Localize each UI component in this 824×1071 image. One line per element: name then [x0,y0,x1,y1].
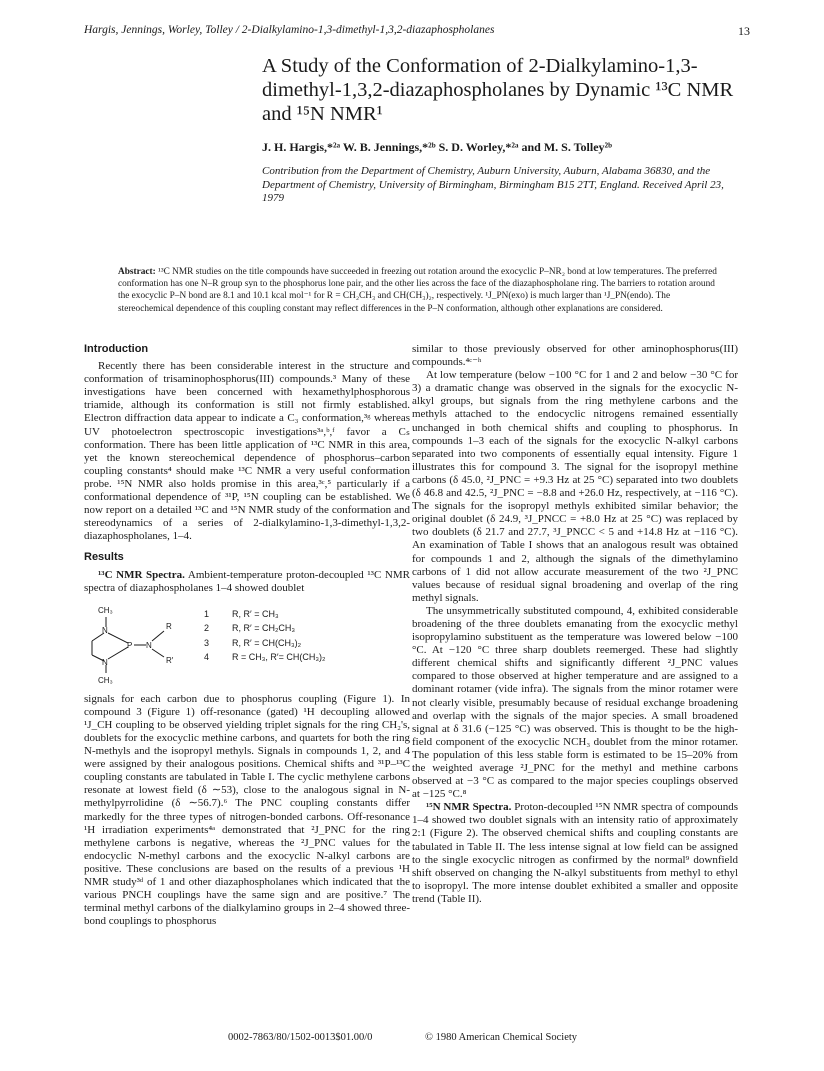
ch3-top-label: CH₃ [98,605,113,615]
nmr15-text: Proton-decoupled ¹⁵N NMR spectra of compounds 1–4 showed two doublet signals with an intensity ratio of approximately 2:1 (Figure 2). The observed chemical shifts and coupling constants are tabulated in Table II. The less intense signal at low field can be assigned to the single exocyclic nitrogen as confirmed by the normal⁹ downfield shift observed on changing the N-alkyl substituents from methyl to ethyl to isopropyl. The more intense doublet exhibited a smaller and opposite trend (Table II). [412,801,739,905]
compound-definition: R, R′ = CH₂CH₃ [232,623,296,634]
title-block [262,54,742,206]
compound-number: 4 [204,652,210,663]
legend-row [204,607,326,622]
abstract-label: Abstract: [118,267,156,277]
left-column [84,343,410,928]
right-paragraph-3: The unsymmetrically substituted compound, 4, exhibited considerable broadening of the three doublets emanating from the exocyclic methyl isopropylamino substituent as the temperature was lowered below −100 °C. At −120 °C three sharp doublets reemerged. These had slightly different chemical shifts and significantly different ²J_PNC values compared to those observed at higher temperature and are assigned to a dominant rotamer (vide infra). The signals from the minor rotamer were not clearly visible, presumably because of residual exchange broadening and overlap with the signals of the major species. A small broadened signal at δ 31.6 (−125 °C) was observed. This is thought to be the high-field component of the exocyclic NCH₃ doublet from the minor rotamer. The population of this less stable form is estimated to be 15–20% from the weighted average ²J_PNC for the methyl and methine carbons observed at −3 °C as compared to the major species couplings observed at −125 °C.⁸ [412,604,738,801]
affiliation: Contribution from the Department of Chemistry, Auburn University, Auburn, Alabama 36830, and the Department of Chemistry, University of Birmingham, Birmingham B15 2TT, England. Received April 23, 1979 [262,165,724,204]
right-paragraph-2: At low temperature (below −100 °C for 1 and 2 and below −30 °C for 3) a dramatic change was observed in the signals for the exocyclic N-alkyl groups, but signals from the ring methylene carbons and the methyls attached to the endocyclic nitrogens remained essentially unchanged in both chemical shifts and coupling to phosphorus. In compounds 1–3 each of the signals for the exocyclic N-alkyl carbons separated into two components of essentially equal intensity. Figure 1 illustrates this for compound 3. The signal for the isopropyl methine carbons (δ 45.0, ²J_PNC = +9.3 Hz at 25 °C) separated into two doublets (δ 46.8 and 42.5, ²J_PNC = −8.8 and +26.0 Hz, respectively, at −116 °C). The signals for the isopropyl methyls exhibited similar behavior; the original doublet (δ 24.9, ³J_PNCC = +8.0 Hz at 25 °C) was replaced by two doublets (δ 21.7 and 27.7, ³J_PNCC < 5 and +14.8 Hz at −116 °C). An examination of Table I shows that an analogous result was obtained for compounds 1 and 2, although the signals of the dimethylamino carbons of 1 did not allow accurate measurement of the two ²J_PNC values because of residual signal broadening and overlap of the ring methyl signals. [412,369,738,604]
intro-paragraph: Recently there has been considerable interest in the structure and conformation of trisaminophosphorus(III) compounds.³ Many of these investigations have been concerned with hexamethylphosphorous triamide, although its conformation is still not firmly established. Electron diffraction data appear to indicate a C₃ conformation,³ᵍ whereas UV photoelectron spectroscopic investigations³ᵃ,ᵇ,ᶠ favor a Cₛ conformation. There has been little application of ¹³C NMR in this area, yet the known stereochemical dependence of phosphorus–carbon coupling constants⁴ should make ¹³C NMR a very useful conformation probe. ¹⁵N NMR also holds promise in this area,³ᶜ,⁵ particularly if a conformational dependence of ³¹P, ¹⁵N coupling can be established. We now report on a detailed ¹³C and ¹⁵N NMR study of the conformation and stereodynamics of a series of 2-dialkylamino-1,3-dimethyl-1,3,2-diazaphospholanes, 1–4. [84,360,410,543]
running-head: Hargis, Jennings, Worley, Tolley / 2-Dialkylamino-1,3-dimethyl-1,3,2-diazaphospholanes [84,24,495,36]
r-label: R [166,621,172,631]
right-column [412,343,738,906]
page-number: 13 [738,24,750,38]
legend-row [204,650,326,665]
compound-number: 1 [204,608,210,619]
nmr15-subheading: ¹⁵N NMR Spectra. [426,801,512,814]
phosphorus-label: P [127,640,133,650]
compound-definition: R, R′ = CH(CH₃)₂ [232,637,302,648]
ring-n-bottom-label: N [102,657,108,667]
compound-definition: R, R′ = CH₃ [232,608,279,619]
ch3-bottom-label: CH₃ [98,675,113,685]
intro-heading: Introduction [84,343,149,355]
compound-legend [204,607,326,665]
legend-row [204,636,326,651]
exo-n-label: N [146,640,152,650]
right-paragraph-1: similar to those previously observed for other aminophosphorus(III) compounds.⁴ᶜ⁻ʰ [412,343,738,369]
diazaphospholane-structure [84,601,204,687]
r-prime-label: R′ [166,655,174,665]
abstract [118,266,720,315]
compound-figure [84,601,410,687]
abstract-text: ¹³C NMR studies on the title compounds have succeeded in freezing out rotation around the exocyclic P–NR₂ bond at low temperatures. The preferred conformation has one N–R group syn to the phosphorus lone pair, and the other lies across the face of the diazaphospholane ring. The barriers to rotation around the exocyclic P–N bond are 8.1 and 10.1 kcal mol⁻¹ for R = CH₂CH₃ and CH(CH₃)₂, respectively. ¹J_PN(exo) is much larger than ¹J_PN(endo). The stereochemical dependence of this coupling constant may reflect differences in the P–N conformation, although other explanations are considered. [118,267,717,314]
nmr15-paragraph [412,801,738,906]
results-subheading: ¹³C NMR Spectra. [98,568,185,581]
compound-definition: R = CH₃, R′= CH(CH₃)₂ [232,652,326,663]
results-heading: Results [84,551,124,564]
footer-copyright: © 1980 American Chemical Society [425,1032,578,1043]
compound-number: 3 [204,637,210,648]
results-text: Ambient-temperature proton-decoupled ¹³C NMR spectra of diazaphospholanes 1–4 showed doublet [84,568,410,594]
results-continuation: signals for each carbon due to phosphorus coupling (Figure 1). In compound 3 (Figure 1) off-resonance (gated) ¹H decoupling allowed ¹J_CH coupling to be observed yielding triplet signals for the ring CH₂'s, doublets for the exocyclic methine carbons, and quartets for both the ring N-methyls and the isopropyl methyls. Signals in compounds 1, 2, and 4 were assigned by their analogous positions. Chemical shifts and ³¹P–¹³C coupling constants are tabulated in Table I. The cyclic methylene carbons resonate at lowest field (δ ∼53), close to the analogous signal in N-methylpyrrolidine (δ ∼56.7).⁶ The PNC coupling constants differ markedly for the three types of nitrogen-bonded carbons. Off-resonance ¹H irradiation experiments⁴ᵃ demonstrated that ²J_PNC for the ring methylene carbons is negative, whereas the ²J_PNC values for the endocyclic N-methyl carbons and the exocyclic N-alkyl carbons are positive. These conclusions are based on the results of a previous ¹H NMR study³ᵈ of 1 and other diazaphospholanes which indicated that the various PNCH couplings have the same sign and are positive.⁷ The terminal methyl carbons of the dialkylamino groups in 2–4 showed three-bond couplings to phosphorus [84,692,410,928]
ring-n-top-label: N [102,625,108,635]
article-title: A Study of the Conformation of 2-Dialkylamino-1,3-dimethyl-1,3,2-diazaphospholanes by Dynamic ¹³C NMR and ¹⁵N NMR¹ [262,55,734,125]
footer-code: 0002-7863/80/1502-0013$01.00/0 [228,1032,373,1043]
results-paragraph [84,569,410,595]
compound-number: 2 [204,623,210,634]
author-list: J. H. Hargis,*²ᵃ W. B. Jennings,*²ᵇ S. D. Worley,*²ᵃ and M. S. Tolley²ᵇ [262,140,613,154]
legend-row [204,621,326,636]
